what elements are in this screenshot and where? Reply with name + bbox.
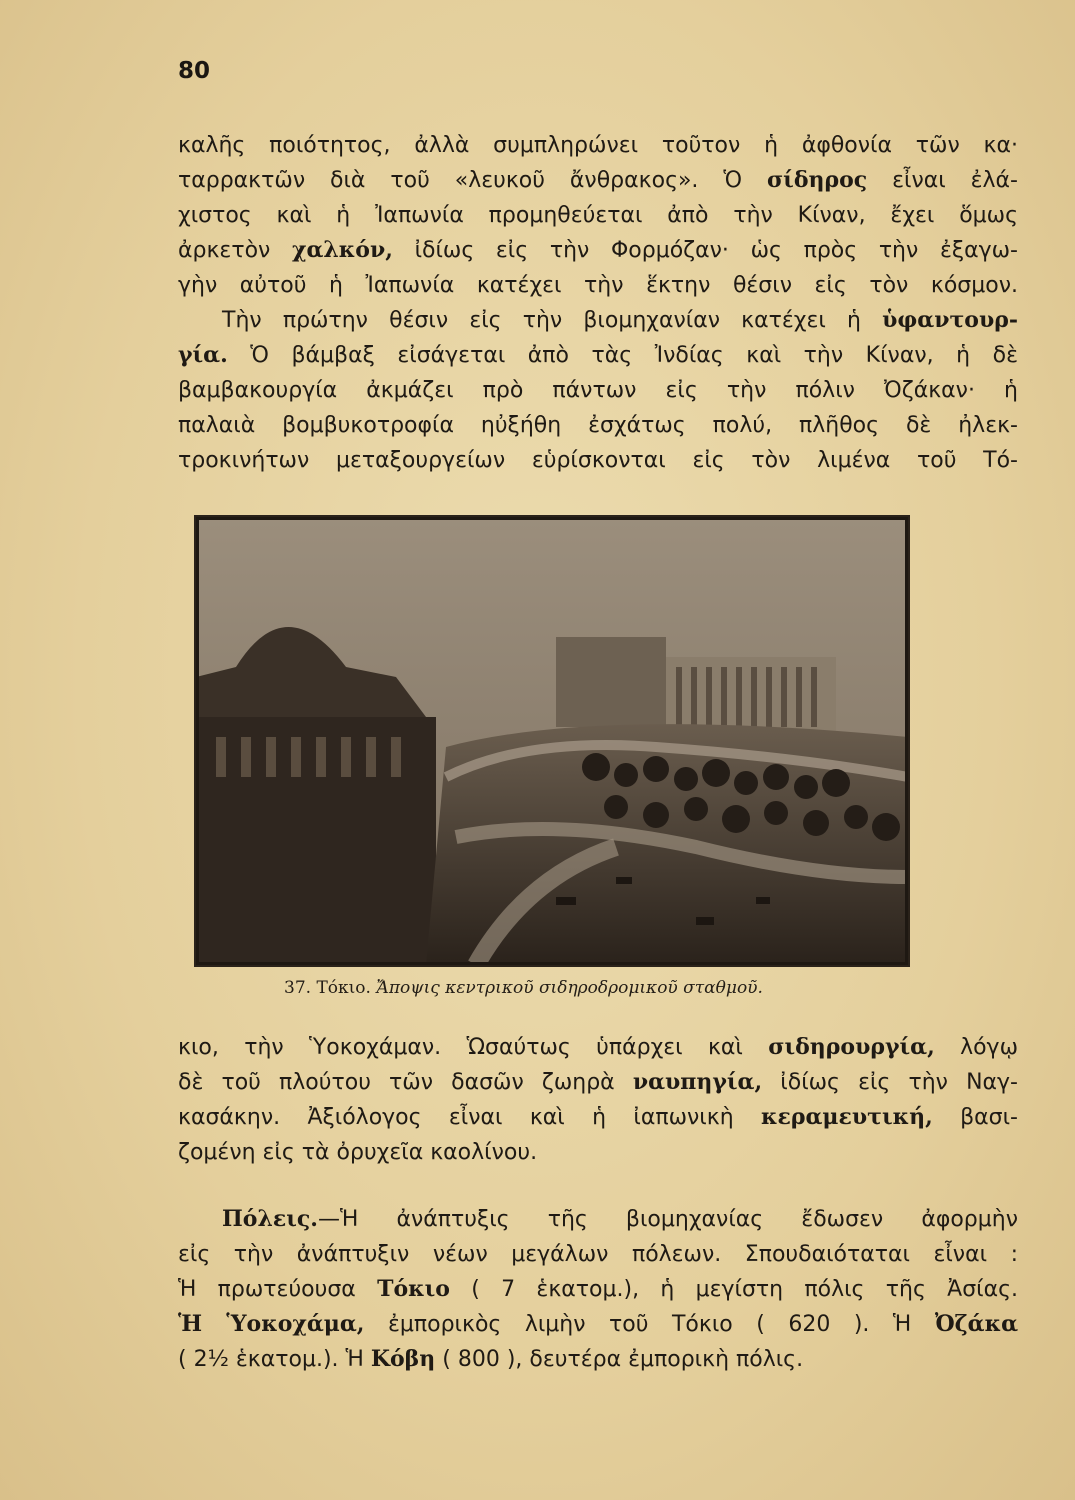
page-number: 80 [178, 58, 211, 84]
text-line: κασάκην. Ἀξιόλογος εἶναι καὶ ἡ ἰαπωνικὴ κεραμευτική, βασι- [178, 1104, 1018, 1130]
text-line: Ἡ Ὑοκοχάμα, ἐμπορικὸς λιμὴν τοῦ Τόκιο ( 620 ). Ἡ Ὀζάκα [178, 1311, 1018, 1337]
text-line: τροκινήτων μεταξουργείων εὑρίσκονται εἰς τὸν λιμένα τοῦ Τό- [178, 448, 1018, 473]
caption-text: Ἄποψις κεντρικοῦ σιδηροδρομικοῦ σταθμοῦ. [376, 978, 763, 998]
photo-tokyo-station [194, 515, 910, 967]
text-line: γὴν αὐτοῦ ἡ Ἰαπωνία κατέχει τὴν ἕκτην θέσιν εἰς τὸν κόσμον. [178, 273, 1018, 298]
text-line: χιστος καὶ ἡ Ἰαπωνία προμηθεύεται ἀπὸ τὴν Κίναν, ἔχει ὅμως [178, 203, 1018, 228]
text-line: δὲ τοῦ πλούτου τῶν δασῶν ζωηρὰ ναυπηγία, ἰδίως εἰς τὴν Ναγ- [178, 1069, 1018, 1095]
paragraph-cities [178, 1202, 1018, 1377]
paragraph-industry [178, 128, 1018, 478]
text-line: ταρρακτῶν διὰ τοῦ «λευκοῦ ἄνθρακος». Ὁ σίδηρος εἶναι ἐλά- [178, 167, 1018, 193]
text-line: ζομένη εἰς τὰ ὀρυχεῖα καολίνου. [178, 1140, 538, 1165]
text-line: Πόλεις.—Ἡ ἀνάπτυξις τῆς βιομηχανίας ἔδωσεν ἀφορμὴν [222, 1206, 1018, 1232]
text-line: γία. Ὁ βάμβαξ εἰσάγεται ἀπὸ τὰς Ἰνδίας καὶ τὴν Κίναν, ἡ δὲ [178, 342, 1018, 368]
text-line: ( 2½ ἑκατομ.). Ἡ Κόβη ( 800 ), δευτέρα ἐμπορικὴ πόλις. [178, 1346, 804, 1372]
text-line: παλαιὰ βομβυκοτροφία ηὐξήθη ἐσχάτως πολύ, πλῆθος δὲ ἠλεκ- [178, 413, 1018, 438]
text-line: βαμβακουργία ἀκμάζει πρὸ πάντων εἰς τὴν πόλιν Ὀζάκαν· ἡ [178, 378, 1018, 403]
text-line: ἀρκετὸν χαλκόν, ἰδίως εἰς τὴν Φορμόζαν· ὡς πρὸς τὴν ἐξαγω- [178, 237, 1018, 263]
text-line: καλῆς ποιότητος, ἀλλὰ συμπληρώνει τοῦτον ἡ ἀφθονία τῶν κα· [178, 133, 1018, 158]
text-line: κιο, τὴν Ὑοκοχάμαν. Ὡσαύτως ὑπάρχει καὶ σιδηρουργία, λόγῳ [178, 1034, 1018, 1060]
figure-caption [284, 978, 763, 998]
text-line: εἰς τὴν ἀνάπτυξιν νέων μεγάλων πόλεων. Σπουδαιόταται εἶναι : [178, 1242, 1018, 1267]
text-line: Τὴν πρώτην θέσιν εἰς τὴν βιομηχανίαν κατέχει ἡ ὑφαντουρ- [178, 307, 1018, 333]
paragraph-metallurgy [178, 1030, 1018, 1170]
text-line: Ἡ πρωτεύουσα Τόκιο ( 7 ἑκατομ.), ἡ μεγίστη πόλις τῆς Ἀσίας. [178, 1276, 1018, 1302]
caption-number: 37. Τόκιο. [284, 978, 371, 998]
photo-illustration [196, 517, 908, 965]
